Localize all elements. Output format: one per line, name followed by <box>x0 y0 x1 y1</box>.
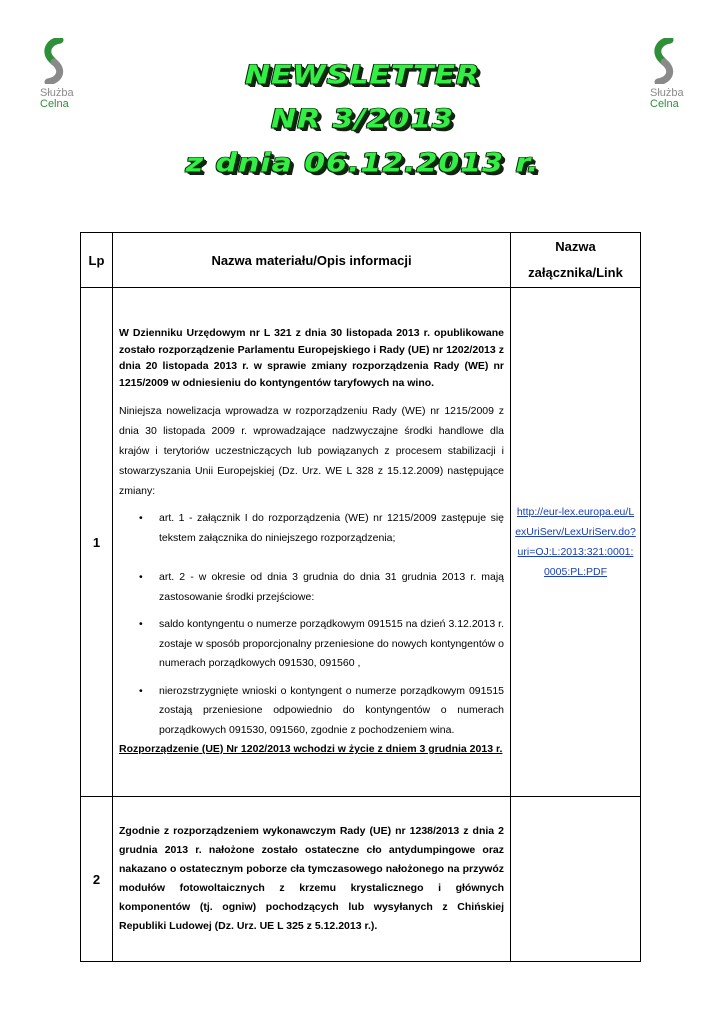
list-item-text: nierozstrzygnięte wnioski o kontyngent o numerze porządkowym 091515 zostają przeniesione odpowiednio do kontyngentów o numerach porządkowych 091530, 091560, zgodnie z pochodzeniem wina. <box>159 684 504 736</box>
table-row <box>81 797 641 962</box>
header-attachment <box>511 233 641 288</box>
row-link-cell <box>511 797 641 962</box>
list-item: • art. 2 - w okresie od dnia 3 grudnia do dnia 31 grudnia 2013 r. mają zastosowanie środki przejściowe: <box>139 571 504 603</box>
list-item: • art. 1 - załącznik I do rozporządzenia (WE) nr 1215/2009 zastępuje się tekstem załącznika do niniejszego rozporządzenia; <box>139 512 504 544</box>
heading-line2: NR 3/2013 <box>271 104 454 135</box>
row-number: 1 <box>81 288 113 797</box>
document-link[interactable]: http://eur-lex.europa.eu/LexUriServ/LexUriServ.do?uri=OJ:L:2013:321:0001:0005:PL:PDF <box>515 506 636 578</box>
row-link-cell <box>511 288 641 797</box>
list-item: • nierozstrzygnięte wnioski o kontyngent o numerze porządkowym 091515 zostają przeniesione odpowiednio do kontyngentów o numerach porządkowych 091530, 091560, zgodnie z pochodzeniem wina. <box>139 684 504 736</box>
row-number: 2 <box>81 797 113 962</box>
row-description <box>113 288 511 797</box>
row-body: Niniejsza nowelizacja wprowadza w rozporządzeniu Rady (WE) nr 1215/2009 z dnia 30 listopada 2009 r. wprowadzające nadzwyczajne środki handlowe dla krajów i terytoriów uczestniczących lub powiązanych z procesem stabilizacji i stowarzyszania Unii Europejskiej (Dz. Urz. WE L 328 z 15.12.2009) następujące zmiany: <box>119 405 504 497</box>
list-item-text: art. 1 - załącznik I do rozporządzenia (WE) nr 1215/2009 zastępuje się tekstem załącznika do niniejszego rozporządzenia; <box>159 512 504 544</box>
logo-line2: Celna <box>40 98 69 110</box>
newsletter-table <box>80 232 641 962</box>
table-header-row <box>81 233 641 288</box>
row-description <box>113 797 511 962</box>
heading-line3: z dnia 06.12.2013 r. <box>185 148 540 179</box>
row-final-note: Rozporządzenie (UE) Nr 1202/2013 wchodzi w życie z dniem 3 grudnia 2013 r. <box>119 743 503 755</box>
heading-line1: NEWSLETTER <box>244 60 481 91</box>
list-item-text: saldo kontyngentu o numerze porządkowym 091515 na dzień 3.12.2013 r. zostaje w sposób proporcjonalny przeniesione do nowych kontyngentów o numerach porządkowych 091530, 091560 , <box>159 618 504 669</box>
logo-line1: Służba <box>40 87 74 99</box>
header-attachment-line2: załącznika/Link <box>528 265 623 280</box>
header-lp: Lp <box>81 233 113 288</box>
list-item: • saldo kontyngentu o numerze porządkowym 091515 na dzień 3.12.2013 r. zostaje w sposób proporcjonalny przeniesione do nowych kontyngentów o numerach porządkowych 091530, 091560 , <box>139 618 504 669</box>
header-attachment-line1: Nazwa <box>555 239 596 254</box>
changes-list <box>119 509 504 740</box>
list-item-text: art. 2 - w okresie od dnia 3 grudnia do dnia 31 grudnia 2013 r. mają zastosowanie środki przejściowe: <box>159 571 504 603</box>
row-intro: W Dzienniku Urzędowym nr L 321 z dnia 30 listopada 2013 r. opublikowane zostało rozporządzenie Parlamentu Europejskiego i Rady (UE) nr 1202/2013 z dnia 20 listopada 2013 r. w sprawie zmiany rozporządzenia Rady (WE) nr 1215/2009 w odniesieniu do kontyngentów taryfowych na wino. <box>119 327 504 389</box>
header-material: Nazwa materiału/Opis informacji <box>113 233 511 288</box>
newsletter-heading <box>0 54 725 186</box>
logo-line2: Celna <box>650 98 679 110</box>
row-intro: Zgodnie z rozporządzeniem wykonawczym Rady (UE) nr 1238/2013 z dnia 2 grudnia 2013 r. nałożone zostało ostateczne cło antydumpingowe oraz nakazano o ostatecznym poborze cła tymczasowego nałożonego na przywóz modułów fotowoltaicznych z krzemu krystalicznego i głównych komponentów (tj. ogniw) pochodzących lub wysyłanych z Chińskiej Republiki Ludowej (Dz. Urz. UE L 325 z 5.12.2013 r.). <box>119 825 504 932</box>
table-row <box>81 288 641 797</box>
logo-line1: Służba <box>650 87 684 99</box>
